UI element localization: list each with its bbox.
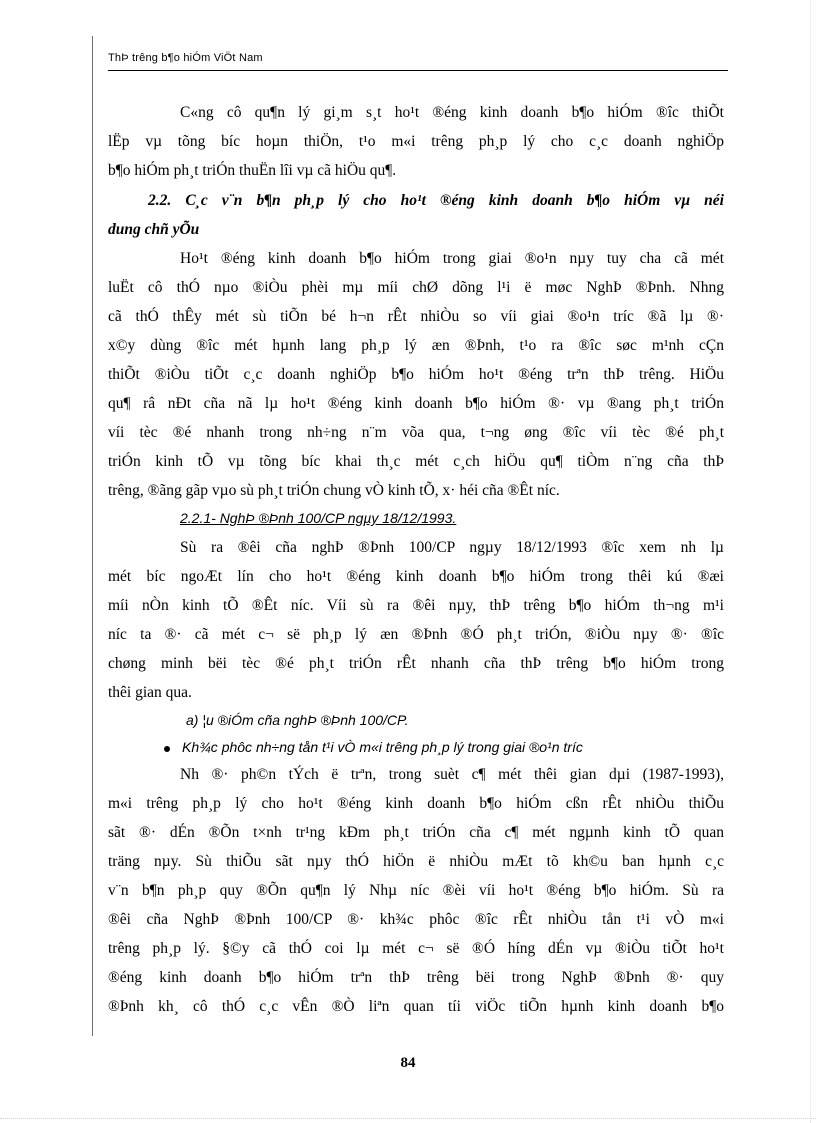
paragraph-line: trêng, ®ãng gãp vµo sù ph¸t triÓn chung vÒ kinh tÕ, x· héi cña ®Êt níc. [108, 482, 560, 499]
page-edge-right [810, 0, 811, 1123]
intro-line: lËp vµ tõng bíc hoµn thiÖn, t¹o m«i trêng ph¸p lý cho c¸c doanh nghiÖp [108, 133, 724, 150]
paragraph-line: triÓn kinh tÕ vµ tõng bíc khai th¸c mét c¸ch hiÖu qu¶ tiÒm n¨ng cña thÞ [108, 453, 724, 470]
paragraph-line: chøng minh bëi tèc ®é ph¸t triÓn rÊt nhanh cña thÞ trêng b¶o hiÓm trong [108, 655, 724, 672]
paragraph-line: qu¶ râ nÐt cña nã lµ ho¹t ®éng kinh doanh b¶o hiÓm ®· vµ ®ang ph¸t triÓn [108, 395, 724, 412]
paragraph-line: mét bíc ngoÆt lín cho ho¹t ®éng kinh doanh b¶o hiÓm trong thêi kú ®æi [108, 568, 724, 585]
intro-line: b¶o hiÓm ph¸t triÓn thuËn lîi vµ cã hiÖu qu¶. [108, 162, 397, 179]
list-item-a: a) ¦u ®iÓm cña nghÞ ®Þnh 100/CP. [186, 712, 409, 728]
paragraph-line: luËt cô thÓ nµo ®iÒu phèi mµ míi chØ dõng l¹i ë møc NghÞ ®Þnh. Nhng [108, 279, 724, 296]
page-number: 84 [400, 1055, 416, 1071]
paragraph-line: ®Þnh kh¸ cô thÓ c¸c vÊn ®Ò liªn quan tíi viÖc tiÕn hµnh kinh doanh b¶o [108, 998, 724, 1015]
paragraph-line: víi tèc ®é nhanh trong nh÷ng n¨m võa qua, t¬ng øng ®îc víi tèc ®é ph¸t [108, 424, 724, 441]
page-border-left [92, 36, 93, 1036]
header-rule [108, 70, 728, 71]
bullet-icon [164, 746, 170, 752]
section-heading: dung chñ yÕu [108, 221, 200, 238]
section-heading: 2.2. C¸c v¨n b¶n ph¸p lý cho ho¹t ®éng kinh doanh b¶o hiÓm vµ néi [148, 192, 724, 209]
paragraph-line: Nh ®· ph©n tÝch ë trªn, trong suèt c¶ mét thêi gian dµi (1987-1993), [180, 766, 724, 783]
paragraph-line: v¨n b¶n ph¸p quy ®Õn qu¶n lý Nhµ níc ®èi víi ho¹t ®éng b¶o hiÓm. Sù ra [108, 882, 724, 899]
subsection-heading: 2.2.1- NghÞ ®Þnh 100/CP ngµy 18/12/1993. [180, 510, 457, 526]
paragraph-line: Ho¹t ®éng kinh doanh b¶o hiÓm trong giai ®o¹n nµy tuy cha cã mét [180, 250, 724, 267]
paragraph-line: x©y dùng ®îc mét hµnh lang ph¸p lý æn ®Þnh, t¹o ra ®îc søc m¹nh cÇn [108, 337, 724, 354]
paragraph-line: thiÕt ®iÒu tiÕt c¸c doanh nghiÖp b¶o hiÓm ho¹t ®éng trªn thÞ trêng. HiÖu [108, 366, 724, 383]
paragraph-line: m«i trêng ph¸p lý cho ho¹t ®éng kinh doanh b¶o hiÓm cßn rÊt nhiÒu thiÕu [108, 795, 724, 812]
paragraph-line: ®êi cña NghÞ ®Þnh 100/CP ®· kh¾c phôc ®îc rÊt nhiÒu tån t¹i vÒ m«i [108, 911, 724, 928]
bullet-item: Kh¾c phôc nh÷ng tån t¹i vÒ m«i trêng ph¸p lý trong giai ®o¹n tríc [182, 739, 583, 755]
paragraph-line: sãt ®· dÉn ®Õn t×nh tr¹ng kÐm ph¸t triÓn cña c¶ mét ngµnh kinh tÕ quan [108, 824, 724, 841]
paragraph-line: trêng ph¸p lý. §©y cã thÓ coi lµ mét c¬ së ®Ó híng dÉn vµ ®iÒu tiÕt ho¹t [108, 940, 724, 957]
paragraph-line: míi nÒn kinh tÕ ®Êt níc. Víi sù ra ®êi nµy, thÞ trêng b¶o hiÓm th¬ng m¹i [108, 597, 724, 614]
page-edge-bottom [0, 1118, 816, 1119]
intro-line: C«ng cô qu¶n lý gi¸m s¸t ho¹t ®éng kinh doanh b¶o hiÓm ®îc thiÕt [180, 104, 724, 121]
running-header: ThÞ trêng b¶o hiÓm ViÖt Nam [108, 52, 263, 64]
paragraph-line: träng nµy. Sù thiÕu sãt nµy thÓ hiÖn ë nhiÒu mÆt tõ kh©u ban hµnh c¸c [108, 853, 724, 870]
paragraph-line: thêi gian qua. [108, 684, 192, 701]
paragraph-line: ®éng kinh doanh b¶o hiÓm trªn thÞ trêng bëi trong NghÞ ®Þnh ®· quy [108, 969, 724, 986]
paragraph-line: cã thÓ thÊy mét sù tiÕn bé h¬n rÊt nhiÒu so víi giai ®o¹n tríc ®ã lµ ®· [108, 308, 724, 325]
paragraph-line: níc ta ®· cã mét c¬ së ph¸p lý æn ®Þnh ®Ó ph¸t triÓn, ®iÒu nµy ®· ®îc [108, 626, 724, 643]
paragraph-line: Sù ra ®êi cña nghÞ ®Þnh 100/CP ngµy 18/12/1993 ®îc xem nh lµ [180, 539, 724, 556]
